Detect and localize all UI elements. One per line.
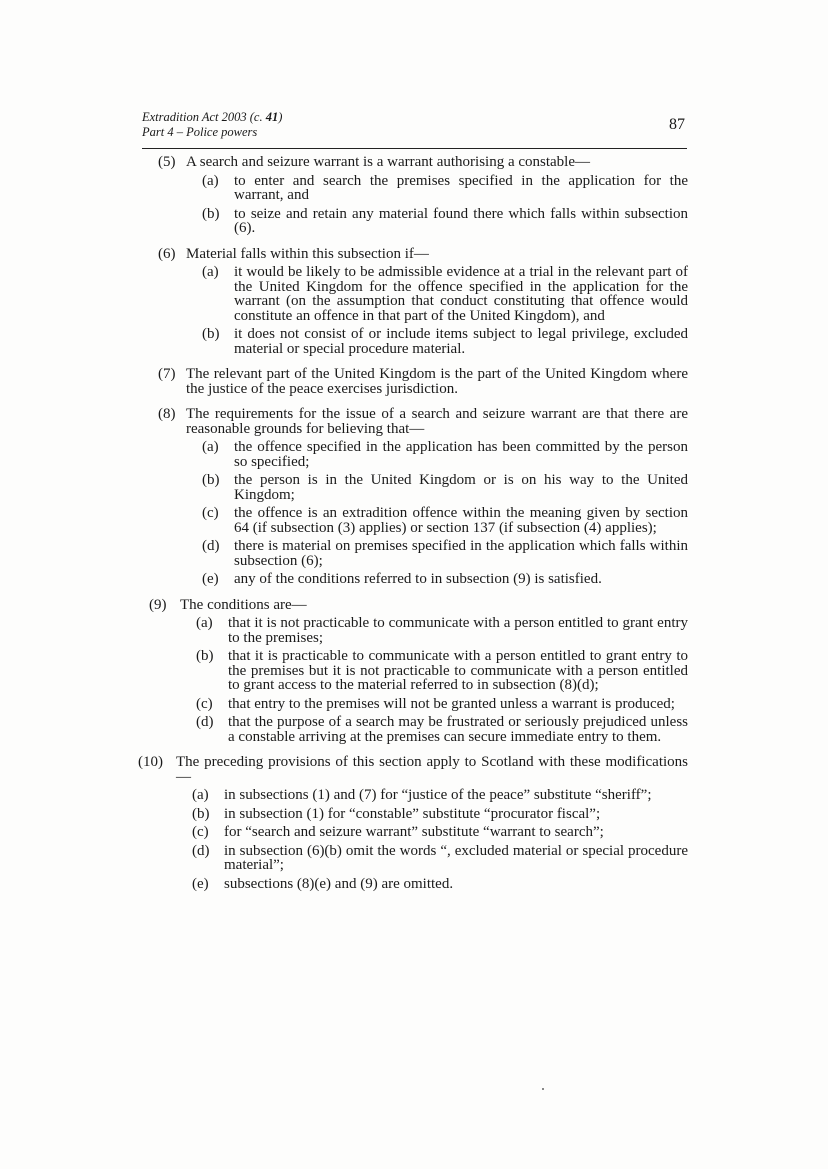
subsection-number: (7) bbox=[158, 366, 176, 382]
paragraph-text: that entry to the premises will not be granted unless a warrant is produced; bbox=[228, 695, 675, 712]
paragraph-text: it does not consist of or include items subject to legal privilege, excluded material or special procedure material. bbox=[234, 326, 688, 357]
paragraph-label: (b) bbox=[202, 472, 220, 488]
paragraph-text: there is material on premises specified in the application which falls within subsection (6); bbox=[234, 538, 688, 569]
paragraph-label: (b) bbox=[202, 326, 220, 342]
paragraph bbox=[186, 539, 688, 568]
paragraph bbox=[180, 715, 688, 744]
subsection-text: The preceding provisions of this section apply to Scotland with these modifications— bbox=[176, 754, 688, 785]
subsection-number: (10) bbox=[138, 754, 163, 770]
subsection-text: The relevant part of the United Kingdom is the part of the United Kingdom where the justice of the peace exercises jurisdiction. bbox=[186, 366, 688, 397]
subsection-text: The requirements for the issue of a search and seizure warrant are that there are reasonable grounds for believing that— bbox=[186, 406, 688, 437]
paragraph-label: (b) bbox=[196, 648, 214, 664]
paragraph-text: the offence specified in the application has been committed by the person so specified; bbox=[234, 439, 688, 470]
paragraph-text: that the purpose of a search may be frustrated or seriously prejudiced unless a constable arriving at the premises can secure immediate entry to them. bbox=[228, 714, 688, 745]
paragraph-label: (b) bbox=[192, 805, 210, 822]
paragraph bbox=[176, 788, 688, 803]
paragraph bbox=[176, 844, 688, 873]
paragraph bbox=[176, 877, 688, 892]
part-title: Part 4 – Police powers bbox=[142, 125, 258, 139]
subsection-6 bbox=[120, 247, 688, 357]
subsection-text: A search and seizure warrant is a warrant authorising a constable— bbox=[186, 154, 591, 170]
paragraph-text: that it is not practicable to communicate with a person entitled to grant entry to the premises; bbox=[228, 615, 688, 646]
paragraph-text: the person is in the United Kingdom or is on his way to the United Kingdom; bbox=[234, 472, 688, 503]
paragraph-text: in subsections (1) and (7) for “justice of the peace” substitute “sheriff”; bbox=[224, 787, 652, 803]
paragraph bbox=[180, 616, 688, 645]
paragraph-text: the offence is an extradition offence within the meaning given by section 64 (if subsection (3) applies) or section 137 (if subsection (4) applies); bbox=[234, 505, 688, 536]
paragraph-label: (a) bbox=[202, 439, 219, 455]
paragraph-text: to seize and retain any material found there which falls within subsection (6). bbox=[234, 205, 688, 236]
subsection-10 bbox=[120, 755, 688, 891]
subsection-8 bbox=[120, 407, 688, 587]
subsection-7 bbox=[120, 367, 688, 396]
page-number: 87 bbox=[669, 116, 685, 133]
paragraph-text: to enter and search the premises specified in the application for the warrant, and bbox=[234, 172, 688, 203]
paragraph bbox=[186, 207, 688, 236]
paragraph-label: (c) bbox=[192, 824, 209, 840]
paragraph-text: it would be likely to be admissible evidence at a trial in the relevant part of the United Kingdom for the offence specified in the application for the warrant (on the assumption that conduct constituting that offence would constitute an offence in that part of the United Kingdom), and bbox=[234, 264, 688, 324]
paragraph-label: (c) bbox=[196, 695, 213, 712]
running-head bbox=[142, 110, 687, 140]
subsection-text: The conditions are— bbox=[180, 596, 307, 613]
paragraph bbox=[186, 506, 688, 535]
subsection-5 bbox=[120, 155, 688, 236]
paragraph bbox=[186, 473, 688, 502]
paragraph bbox=[186, 572, 688, 587]
paragraph bbox=[186, 174, 688, 203]
page-header bbox=[142, 110, 687, 140]
subsection-number: (9) bbox=[149, 596, 167, 613]
paragraph-text: any of the conditions referred to in subsection (9) is satisfied. bbox=[234, 571, 602, 587]
paragraph-text: in subsection (6)(b) omit the words “, excluded material or special procedure material”; bbox=[224, 842, 688, 873]
subsection-9 bbox=[120, 598, 688, 745]
subsection-text: Material falls within this subsection if— bbox=[186, 245, 429, 262]
subsection-number: (8) bbox=[158, 406, 176, 422]
paragraph-label: (d) bbox=[196, 714, 214, 730]
paragraph bbox=[176, 807, 688, 822]
scan-speck bbox=[542, 1088, 544, 1090]
paragraph-label: (a) bbox=[202, 264, 219, 280]
section-body bbox=[120, 155, 688, 902]
paragraph-label: (c) bbox=[202, 505, 219, 521]
subsection-number: (6) bbox=[158, 245, 176, 262]
paragraph bbox=[186, 440, 688, 469]
act-title: Extradition Act 2003 (c. 41) bbox=[142, 110, 283, 124]
paragraph-label: (a) bbox=[192, 787, 209, 803]
paragraph bbox=[186, 327, 688, 356]
paragraph bbox=[180, 649, 688, 693]
paragraph-text: subsections (8)(e) and (9) are omitted. bbox=[224, 875, 454, 892]
paragraph-text: for “search and seizure warrant” substitute “warrant to search”; bbox=[224, 824, 604, 840]
paragraph bbox=[180, 697, 688, 712]
paragraph-text: that it is practicable to communicate with a person entitled to grant entry to the premises but it is not practicable to communicate with a person entitled to grant access to the material referred to in subsection (8)(d); bbox=[228, 648, 688, 693]
paragraph bbox=[186, 265, 688, 323]
paragraph-label: (d) bbox=[192, 842, 210, 859]
paragraph-text: in subsection (1) for “constable” substitute “procurator fiscal”; bbox=[224, 805, 601, 822]
subsection-number: (5) bbox=[158, 154, 176, 170]
paragraph-label: (a) bbox=[202, 172, 219, 189]
paragraph-label: (e) bbox=[192, 875, 209, 892]
paragraph-label: (e) bbox=[202, 571, 219, 587]
paragraph bbox=[176, 825, 688, 840]
paragraph-label: (a) bbox=[196, 615, 213, 631]
header-rule bbox=[142, 148, 687, 149]
paragraph-label: (b) bbox=[202, 205, 220, 222]
paragraph-label: (d) bbox=[202, 538, 220, 554]
